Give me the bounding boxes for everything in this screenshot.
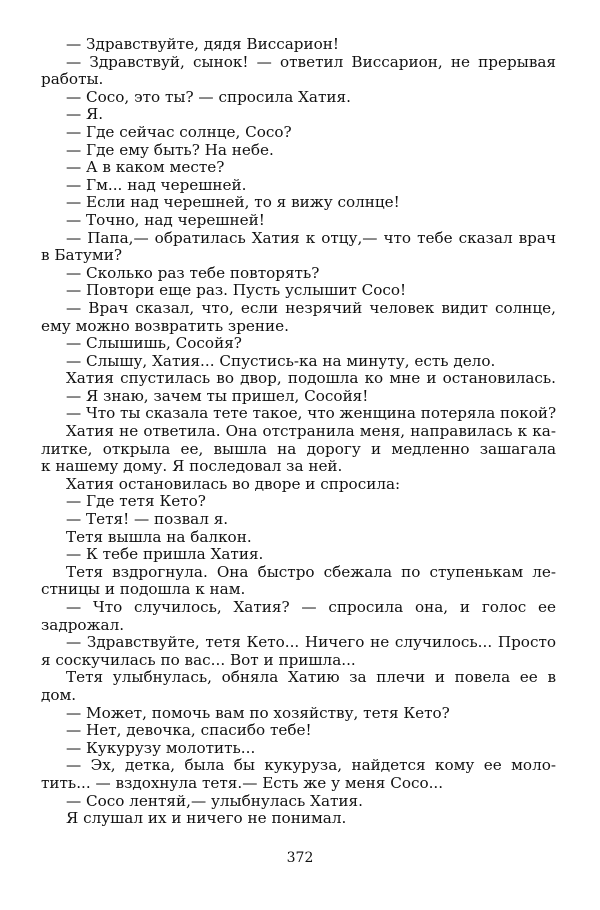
text-line-36: я соскучилась по вас... Вот и пришла... [41, 650, 356, 669]
text-line-29: Тетя вышла на балкон. [66, 527, 252, 546]
text-line-42: — Эх, детка, была бы кукуруза, найдется кому ее моло- [66, 756, 556, 775]
text-line-3: работы. [41, 70, 104, 89]
text-line-38: дом. [41, 685, 77, 704]
page-number: 372 [286, 850, 314, 866]
text-line-16: — Врач сказал, что, если незрячий человек видит солнце, [66, 298, 556, 317]
text-line-11: — Точно, над черешней! [66, 210, 265, 229]
text-line-20: Хатия спустилась во двор, подошла ко мне и остановилась. [66, 369, 556, 388]
text-line-44: — Сосо лентяй,— улыбнулась Хатия. [66, 791, 363, 810]
text-line-25: к нашему дому. Я последовал за ней. [41, 457, 343, 476]
text-line-30: — К тебе пришла Хатия. [66, 545, 264, 564]
text-line-22: — Что ты сказала тете такое, что женщина потеряла покой? [66, 404, 557, 423]
text-line-6: — Где сейчас солнце, Сосо? [66, 122, 292, 141]
text-line-24: литке, открыла ее, вышла на дорогу и медленно зашагала [41, 439, 556, 458]
text-line-17: ему можно возвратить зрение. [41, 316, 289, 335]
text-line-34: задрожал. [41, 615, 125, 634]
text-line-32: стницы и подошла к нам. [41, 580, 246, 599]
text-line-23: Хатия не ответила. Она отстранила меня, направилась к ка- [66, 422, 556, 441]
text-line-41: — Кукурузу молотить... [66, 738, 256, 757]
text-line-18: — Слышишь, Сосойя? [66, 334, 242, 353]
text-line-43: тить... — вздохнула тетя.— Есть же у меня Сосо... [41, 773, 444, 792]
text-line-28: — Тетя! — позвал я. [66, 510, 229, 529]
text-line-14: — Сколько раз тебе повторять? [66, 263, 320, 282]
text-line-9: — Гм... над черешней. [66, 175, 247, 194]
text-line-5: — Я. [66, 105, 104, 124]
text-line-10: — Если над черешней, то я вижу солнце! [66, 193, 400, 212]
text-line-13: в Батуми? [41, 246, 123, 265]
text-line-35: — Здравствуйте, тетя Кето... Ничего не случилось... Просто [66, 633, 556, 652]
text-line-21: — Я знаю, зачем ты пришел, Сосойя! [66, 386, 369, 405]
text-line-2: — Здравствуй, сынок! — ответил Виссарион, не прерывая [66, 52, 556, 71]
text-line-37: Тетя улыбнулась, обняла Хатию за плечи и повела ее в [66, 668, 556, 687]
text-line-4: — Сосо, это ты? — спросила Хатия. [66, 87, 351, 106]
text-line-8: — А в каком месте? [66, 158, 225, 177]
text-line-45: Я слушал их и ничего не понимал. [66, 809, 347, 828]
text-line-31: Тетя вздрогнула. Она быстро сбежала по ступенькам ле- [66, 562, 556, 581]
text-line-27: — Где тетя Кето? [66, 492, 206, 511]
text-line-15: — Повтори еще раз. Пусть услышит Сосо! [66, 281, 407, 300]
text-line-33: — Что случилось, Хатия? — спросила она, и голос ее [66, 598, 556, 616]
text-line-40: — Нет, девочка, спасибо тебе! [66, 721, 312, 740]
page-body [41, 35, 557, 828]
text-line-26: Хатия остановилась во дворе и спросила: [66, 474, 401, 493]
text-line-39: — Может, помочь вам по хозяйству, тетя Кето? [66, 703, 450, 722]
text-line-7: — Где ему быть? На небе. [66, 140, 274, 159]
text-line-12: — Папа,— обратилась Хатия к отцу,— что тебе сказал врач [66, 228, 556, 247]
text-line-19: — Слышу, Хатия... Спустись-ка на минуту, есть дело. [66, 351, 496, 370]
text-line-1: — Здравствуйте, дядя Виссарион! [66, 35, 339, 53]
